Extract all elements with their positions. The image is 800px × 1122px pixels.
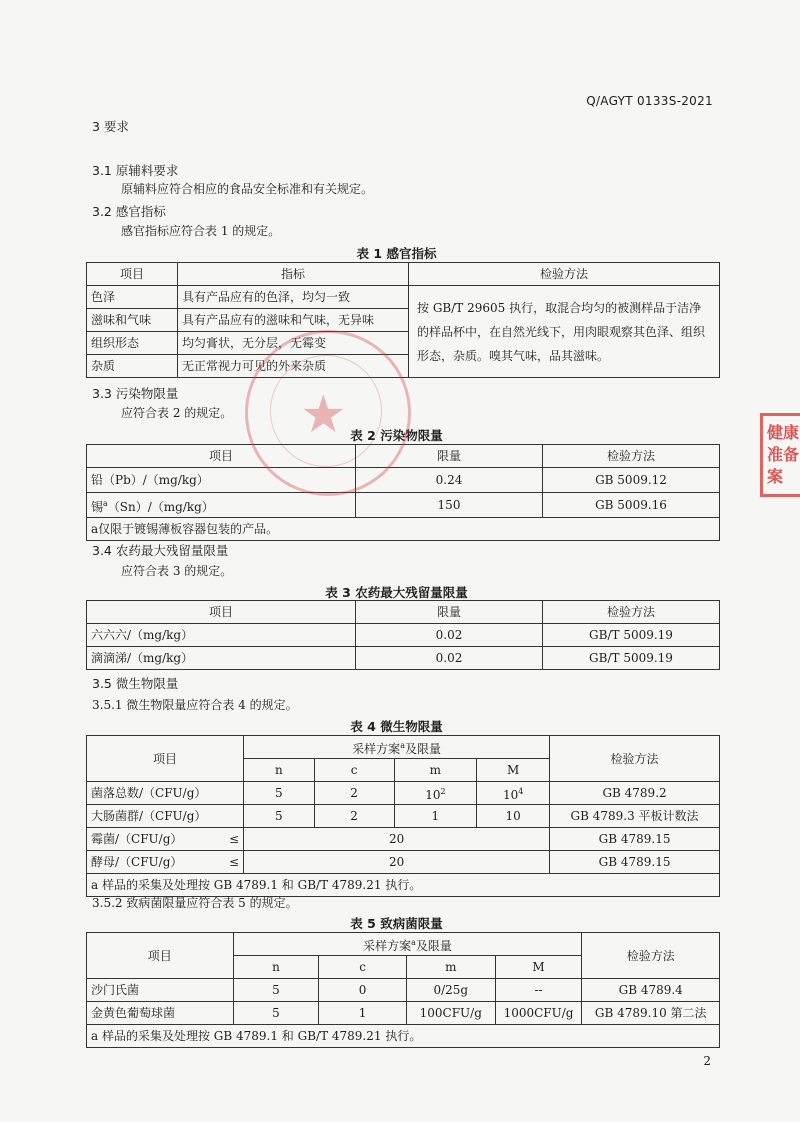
table-cell: GB 4789.10 第二法 [582, 1002, 720, 1025]
table-cell: 5 [244, 805, 315, 828]
table-note: a 样品的采集及处理按 GB 4789.1 和 GB/T 4789.21 执行。 [87, 1025, 720, 1048]
document-code: Q/AGYT 0133S-2021 [586, 94, 713, 108]
table-cell: 20 [244, 851, 550, 874]
table-cell: 10 [477, 805, 550, 828]
table-cell: 0.02 [356, 624, 543, 647]
table-cell: 0/25g [406, 979, 495, 1002]
table-note: a 样品的采集及处理按 GB 4789.1 和 GB/T 4789.21 执行。 [87, 874, 720, 897]
table-cell [394, 782, 477, 805]
table-header-cell: 限量 [356, 445, 543, 468]
section-3-2-heading: 3.2 感官指标 [92, 204, 166, 219]
table-cell: 0 [319, 979, 407, 1002]
table-4-caption: 表 4 微生物限量 [350, 719, 443, 734]
plan-label-suffix: 及限量 [415, 938, 452, 953]
table-cell: 色泽 [87, 286, 178, 309]
table-5-caption: 表 5 致病菌限量 [350, 916, 443, 931]
table-2-caption: 表 2 污染物限量 [350, 428, 443, 443]
table-1 [86, 262, 720, 378]
M-value: 10 [502, 787, 519, 802]
table-cell: 20 [244, 828, 550, 851]
footnote-mark: a [103, 498, 108, 508]
table-1-caption: 表 1 感官指标 [356, 246, 437, 261]
m-value: 10 [425, 787, 441, 802]
table-cell: 无正常视力可见的外来杂质 [178, 355, 409, 378]
table-cell: 1000CFU/g [495, 1002, 582, 1025]
table-cell: 5 [233, 979, 319, 1002]
item-label: 酵母/（CFU/g） [91, 855, 183, 869]
table-cell: 滴滴涕/（mg/kg） [87, 647, 356, 670]
table-header-cell: 项目 [87, 445, 356, 468]
table-cell: GB 5009.12 [543, 468, 720, 493]
table-cell: 2 [314, 782, 394, 805]
section-3-2-text: 感官指标应符合表 1 的规定。 [121, 224, 281, 238]
table-note: a仅限于镀锡薄板容器包装的产品。 [87, 518, 720, 541]
table-header-cell: 项目 [87, 263, 178, 286]
table-cell: 具有产品应有的滋味和气味，无异味 [178, 309, 409, 332]
table-cell [477, 782, 550, 805]
table-header-cell: 项目 [87, 736, 244, 782]
plan-label: 采样方案 [352, 741, 401, 756]
table-3 [86, 600, 720, 670]
table-header-cell: 指标 [178, 263, 409, 286]
table-cell: 滋味和气味 [87, 309, 178, 332]
table-2 [86, 444, 720, 541]
table-cell: 5 [244, 782, 315, 805]
footnote-mark: a [400, 740, 405, 750]
table-cell [87, 493, 356, 518]
table-3-caption: 表 3 农药最大残留量限量 [325, 585, 468, 600]
page-number: 2 [703, 1054, 711, 1068]
section-3-5-1-text: 3.5.1 微生物限量应符合表 4 的规定。 [92, 698, 298, 712]
section-3-3-text: 应符合表 2 的规定。 [121, 406, 233, 420]
table-cell: GB 4789.2 [550, 782, 720, 805]
table-cell: 组织形态 [87, 332, 178, 355]
table-5 [86, 932, 720, 1048]
table-4 [86, 735, 720, 897]
table-header-cell [244, 736, 550, 759]
table-cell [87, 851, 244, 874]
table-cell: 150 [356, 493, 543, 518]
table-subheader-cell: c [319, 956, 407, 979]
table-cell: 大肠菌群/（CFU/g） [87, 805, 244, 828]
table-cell: 2 [314, 805, 394, 828]
table-cell: 沙门氏菌 [87, 979, 234, 1002]
plan-label: 采样方案 [363, 938, 412, 953]
le-symbol: ≤ [229, 855, 240, 869]
table-cell: GB 4789.15 [550, 851, 720, 874]
table-cell: 0.24 [356, 468, 543, 493]
seal-star-icon: ★ [300, 385, 347, 445]
table-header-cell: 项目 [87, 933, 234, 979]
table-header-cell: 检验方法 [409, 263, 720, 286]
table-cell: GB/T 5009.19 [543, 647, 720, 670]
side-stamp [760, 413, 800, 497]
table-cell [87, 828, 244, 851]
table-header-cell: 检验方法 [550, 736, 720, 782]
section-3-heading: 3 要求 [92, 119, 129, 134]
table-cell: -- [495, 979, 582, 1002]
section-3-4-text: 应符合表 3 的规定。 [121, 564, 233, 578]
table-subheader-cell: m [406, 956, 495, 979]
section-3-5-2-text: 3.5.2 致病菌限量应符合表 5 的规定。 [92, 896, 298, 910]
side-stamp-line-1: 健康 [767, 423, 800, 442]
section-3-5-heading: 3.5 微生物限量 [92, 676, 179, 691]
le-symbol: ≤ [229, 832, 240, 846]
table-cell: 具有产品应有的色泽，均匀一致 [178, 286, 409, 309]
table-cell: 杂质 [87, 355, 178, 378]
section-3-3-heading: 3.3 污染物限量 [92, 386, 179, 401]
plan-label-suffix: 及限量 [404, 741, 441, 756]
table-cell: 1 [394, 805, 477, 828]
table-cell: 1 [319, 1002, 407, 1025]
table-header-cell: 检验方法 [543, 601, 720, 624]
table-cell: 铅（Pb）/（mg/kg） [87, 468, 356, 493]
table-1-method-cell: 按 GB/T 29605 执行，取混合均匀的被测样品于洁净的样品杯中，在自然光线下，用肉眼观察其色泽、组织形态，杂质。嗅其气味，品其滋味。 [409, 286, 720, 378]
table-cell: GB 5009.16 [543, 493, 720, 518]
m-exponent: 2 [440, 786, 446, 796]
table-subheader-cell: M [477, 759, 550, 782]
section-3-4-heading: 3.4 农药最大残留量限量 [92, 543, 229, 558]
table-cell: GB 4789.3 平板计数法 [550, 805, 720, 828]
table-cell: GB/T 5009.19 [543, 624, 720, 647]
table-header-cell: 限量 [356, 601, 543, 624]
table-subheader-cell: M [495, 956, 582, 979]
table-header-cell [233, 933, 582, 956]
side-stamp-line-2: 准备案 [767, 445, 800, 486]
table-cell: 菌落总数/（CFU/g） [87, 782, 244, 805]
M-exponent: 4 [518, 786, 524, 796]
table-header-cell: 项目 [87, 601, 356, 624]
table-header-cell: 检验方法 [543, 445, 720, 468]
table-cell: 0.02 [356, 647, 543, 670]
tin-label: 锡 [91, 499, 104, 514]
table-cell: 均匀膏状，无分层，无霉变 [178, 332, 409, 355]
table-subheader-cell: n [244, 759, 315, 782]
tin-unit: （Sn）/（mg/kg） [107, 499, 214, 514]
section-3-1-text: 原辅料应符合相应的食品安全标准和有关规定。 [121, 182, 374, 196]
table-subheader-cell: n [233, 956, 319, 979]
table-cell: 100CFU/g [406, 1002, 495, 1025]
table-header-cell: 检验方法 [582, 933, 720, 979]
table-cell: 5 [233, 1002, 319, 1025]
section-3-1-heading: 3.1 原辅料要求 [92, 163, 179, 178]
table-subheader-cell: c [314, 759, 394, 782]
footnote-mark: a [411, 937, 416, 947]
table-cell: GB 4789.15 [550, 828, 720, 851]
table-cell: 金黄色葡萄球菌 [87, 1002, 234, 1025]
item-label: 霉菌/（CFU/g） [91, 832, 183, 846]
table-cell: 六六六/（mg/kg） [87, 624, 356, 647]
table-cell: GB 4789.4 [582, 979, 720, 1002]
table-subheader-cell: m [394, 759, 477, 782]
